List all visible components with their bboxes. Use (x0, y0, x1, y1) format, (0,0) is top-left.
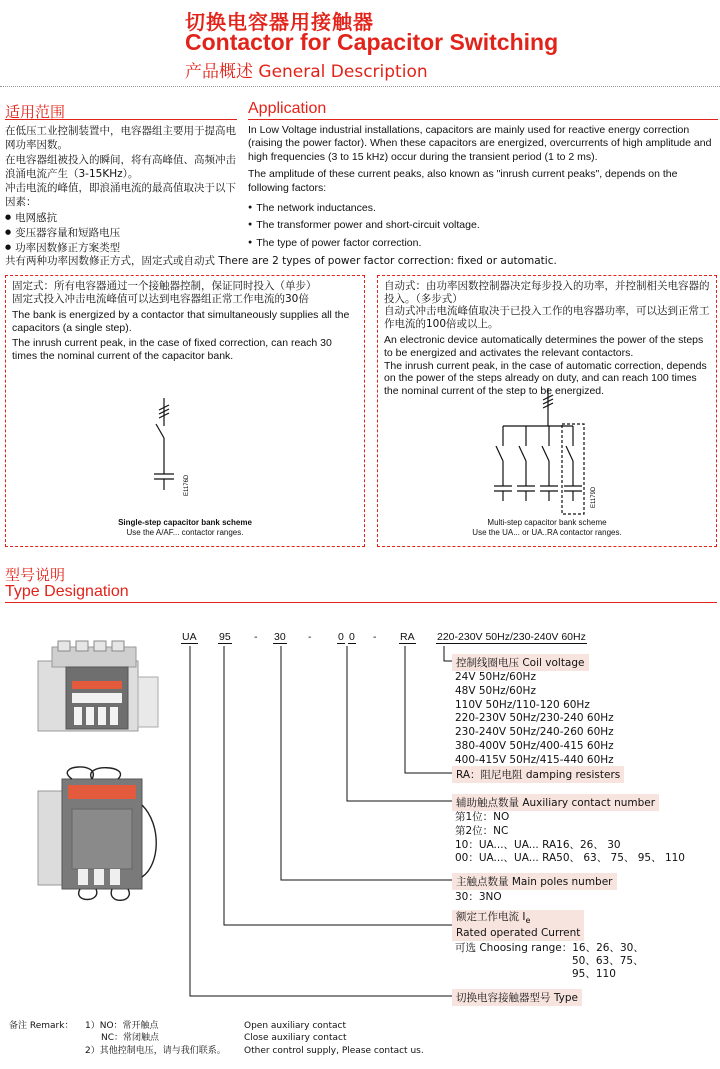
rated-current-label-cn: 额定工作电流 I (456, 911, 526, 923)
paragraph: 在低压工业控制装置中，电容器组主要用于提高电网功率因数。 (5, 125, 236, 152)
paragraph: 自动式：由功率因数控制器决定每步投入的功率，并控制相关电容器的投入。（多步式） (384, 280, 710, 305)
diagram-code: E1179D (591, 486, 597, 508)
paragraph: 在电容器组被投入的瞬间，将有高峰值、高频冲击浪涌电流产生（3-15KHz）。 (5, 153, 236, 180)
bullet-item: ● The network inductances. (248, 201, 718, 215)
paragraph: 自动式冲击电流峰值取决于已投入工作的电容器功率，可以达到正常工作电流的100倍或以上。 (384, 305, 710, 330)
main-poles-label: 主触点数量 Main poles number (452, 873, 617, 890)
code-part-current: 95 (219, 631, 231, 643)
aux-contact-list (455, 811, 685, 866)
title-cn: 切换电容器用接触器 (185, 10, 374, 34)
code-part-aux-2: 0 (349, 631, 355, 643)
code-part-main-poles: 30 (274, 631, 286, 643)
application-heading-en: Application (248, 100, 327, 117)
code-dash: - (254, 631, 258, 643)
remark-en-1: Open auxiliary contact (244, 1021, 347, 1031)
subtitle: 产品概述 General Description (185, 62, 428, 82)
list-item: 400-415V 50Hz/415-440 60Hz (455, 753, 614, 766)
list-item: 230-240V 50Hz/240-260 60Hz (455, 726, 614, 739)
coil-voltage-list (455, 671, 614, 768)
remark-label: 备注 Remark： (9, 1021, 74, 1031)
list-item: 380-400V 50Hz/400-415 60Hz (455, 739, 614, 752)
coil-voltage-label: 控制线圈电压 Coil voltage (452, 654, 589, 671)
rated-current-label-en: Rated operated Current (456, 927, 581, 940)
code-part-voltage: 220-230V 50Hz/230-240V 60Hz (437, 631, 586, 643)
list-item: 10：UA...、UA... RA16、26、 30 (455, 838, 621, 851)
list-item: 第2位：NC (455, 824, 509, 837)
bullet-item: ● 变压器容量和短路电压 (5, 225, 239, 240)
list-item: 95、110 (572, 967, 616, 980)
list-item: 可选 Choosing range：16、26、30、 (455, 942, 644, 954)
list-item: 00：UA...、UA... RA50、 63、 75、 95、 110 (455, 852, 685, 865)
remark-2: 2）其他控制电压，请与我们联系。 (85, 1046, 226, 1056)
paragraph: 冲击电流的峰值，即浪涌电流的最高值取决于以下因素： (5, 182, 236, 209)
bullet-item: ● 电网感抗 (5, 210, 239, 225)
bullet-item: ● The transformer power and short-circuit voltage. (248, 218, 718, 232)
paragraph: The inrush current peak, in the case of fixed correction, can reach 30 times the nominal current of the capacitor bank. (12, 337, 332, 362)
list-item: 48V 50Hz/60Hz (455, 684, 536, 697)
diagram-caption: Use the UA... or UA..RA contactor ranges. (472, 528, 622, 537)
remark-1: 1）NO：常开触点 (85, 1021, 159, 1031)
bullet-item: ● 功率因数修正方案类型 (5, 240, 239, 255)
paragraph: In Low Voltage industrial installations, capacitors are mainly used for reactive energy correction (raising the power factor). When these capacitors are energized, overcurrents of high amplitude and high frequencies (3 to 15 kHz) occur during the transient period (1 to 2 ms). (248, 124, 712, 163)
list-item: 110V 50Hz/110-120 60Hz (455, 698, 590, 711)
type-heading-en: Type Designation (5, 583, 129, 600)
diagram-caption-title: Single-step capacitor bank scheme (118, 518, 252, 527)
paragraph: 固定式投入冲击电流峰值可以达到电容器组正常工作电流的30倍 (12, 292, 309, 305)
rated-current-subscript: e (525, 916, 531, 926)
correction-types-text: 共有两种功率因数修正方式，固定式或自动式 There are 2 types of power factor correction: fixed or automatic. (5, 255, 557, 267)
main-poles-value: 30：3NO (455, 891, 502, 903)
paragraph: An electronic device automatically determines the power of the steps to be energized and activates the relevant contactors. (384, 334, 704, 359)
list-item: 24V 50Hz/60Hz (455, 671, 536, 683)
application-heading-cn: 适用范围 (5, 103, 66, 121)
aux-contact-label: 辅助触点数量 Auxiliary contact number (452, 794, 659, 811)
remark-1b: NC：常闭触点 (101, 1033, 160, 1043)
paragraph: 固定式：所有电容器通过一个接触器控制，保证同时投入（单步） (12, 280, 317, 292)
diagram-code: E1176D (184, 474, 190, 496)
diagram-caption: Use the A/AF... contactor ranges. (126, 528, 244, 537)
title-en: Contactor for Capacitor Switching (185, 29, 559, 55)
bullet-item: ● The type of power factor correction. (248, 236, 718, 250)
code-dash: - (373, 631, 377, 643)
remark-en-2: Close auxiliary contact (244, 1033, 347, 1043)
paragraph: The amplitude of these current peaks, also known as "inrush current peaks", depends on the following factors: (248, 168, 678, 194)
choosing-range-list (455, 942, 644, 980)
paragraph: The bank is energized by a contactor that simultaneously supplies all the capacitors (a single step). (12, 309, 350, 334)
list-item: 220-230V 50Hz/230-240 60Hz (455, 712, 614, 725)
code-part-ra: RA (400, 631, 415, 643)
rated-current-label (452, 910, 584, 941)
code-part-aux-1: 0 (338, 631, 344, 643)
list-item: 50、63、75、 (572, 954, 644, 967)
type-label: 切换电容接触器型号 Type (452, 989, 582, 1006)
paragraph: The inrush current peak, in the case of automatic correction, depends on the power of the steps already on duty, and can reach 100 times the nominal current of the step to be energized. (384, 359, 707, 397)
code-dash: - (308, 631, 312, 643)
remark-en-3: Other control supply, Please contact us. (244, 1046, 424, 1056)
ra-label: RA：阻尼电阻 damping resisters (452, 766, 624, 783)
code-part-series: UA (182, 631, 197, 643)
diagram-caption-title: Multi-step capacitor bank scheme (487, 518, 607, 527)
type-heading-cn: 型号说明 (5, 566, 66, 584)
list-item: 第1位：NO (455, 811, 510, 823)
